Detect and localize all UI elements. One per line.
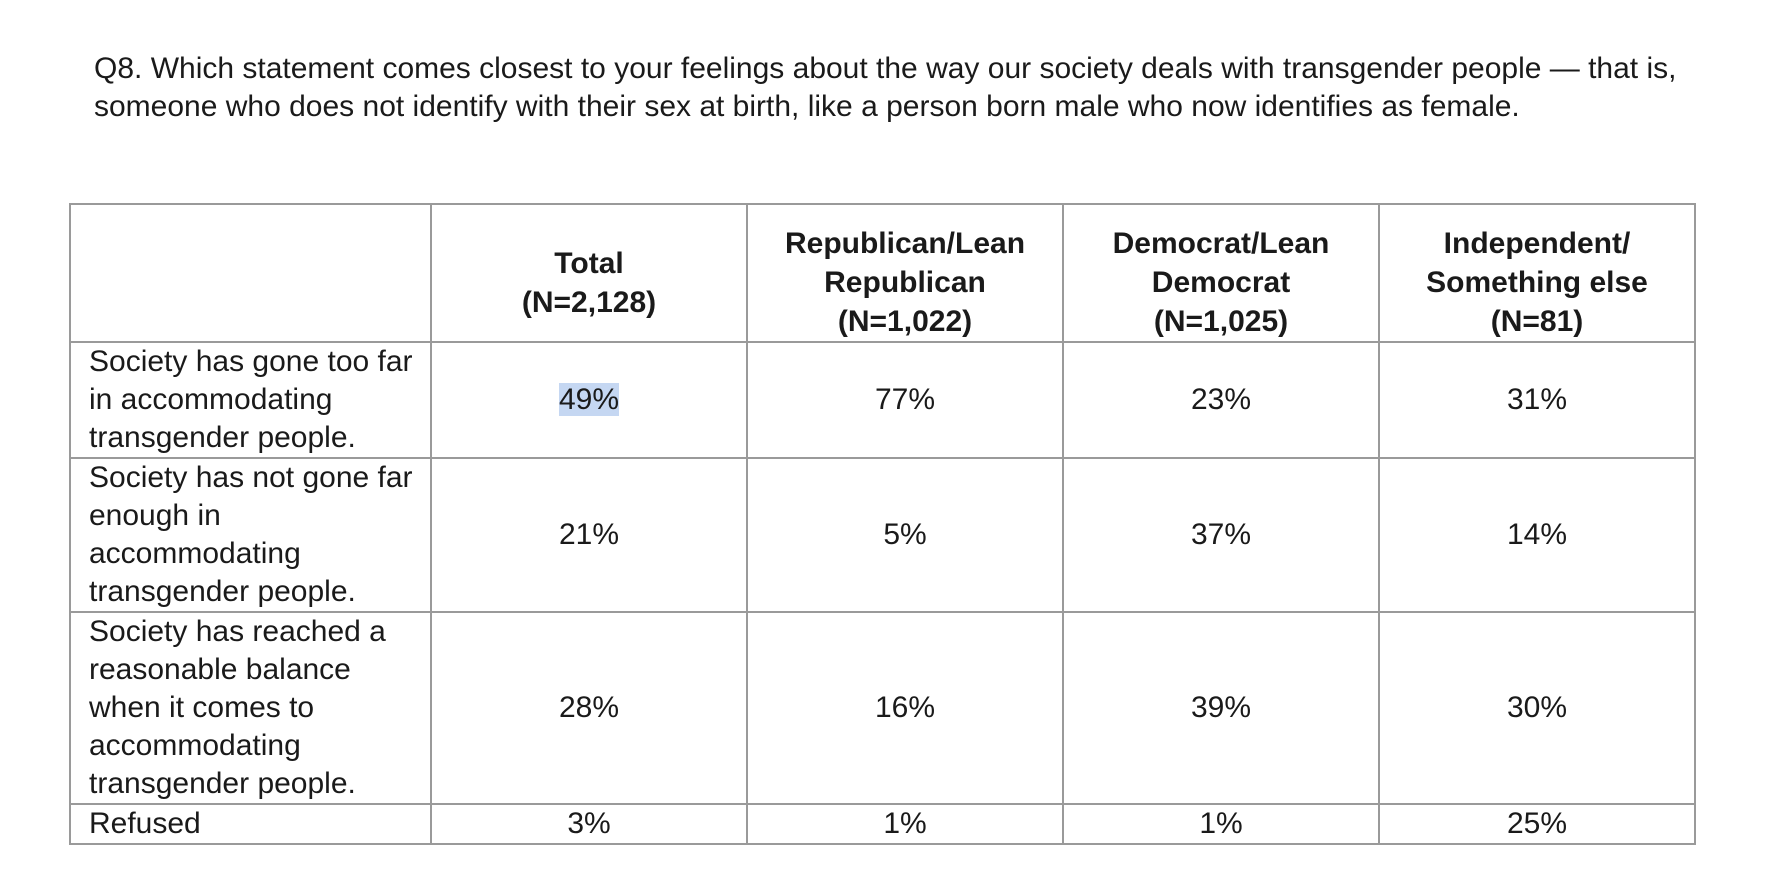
value-cell: 1% bbox=[747, 804, 1063, 844]
column-header-label: Independent/ Something else bbox=[1426, 227, 1648, 299]
table-row bbox=[70, 804, 1695, 844]
row-label: Refused bbox=[70, 804, 431, 844]
column-header-independent bbox=[1379, 204, 1695, 342]
value-cell: 14% bbox=[1379, 458, 1695, 612]
value-cell: 30% bbox=[1379, 612, 1695, 804]
value-cell: 37% bbox=[1063, 458, 1379, 612]
value-cell: 39% bbox=[1063, 612, 1379, 804]
table-row bbox=[70, 612, 1695, 804]
table-row bbox=[70, 458, 1695, 612]
column-header-label: Republican/Lean Republican bbox=[784, 227, 1026, 299]
value-cell: 31% bbox=[1379, 342, 1695, 458]
row-label: Society has gone too far in accommodating transgender people. bbox=[70, 342, 431, 458]
value-cell: 3% bbox=[431, 804, 747, 844]
column-header-label: Total bbox=[554, 247, 624, 280]
row-label: Society has not gone far enough in accommodating transgender people. bbox=[70, 458, 431, 612]
value-cell: 23% bbox=[1063, 342, 1379, 458]
column-header-republican bbox=[747, 204, 1063, 342]
header-row bbox=[70, 204, 1695, 342]
value-cell: 28% bbox=[431, 612, 747, 804]
results-table bbox=[69, 203, 1696, 845]
value-cell: 77% bbox=[747, 342, 1063, 458]
row-label: Society has reached a reasonable balance when it comes to accommodating transgender people. bbox=[70, 612, 431, 804]
column-header-democrat bbox=[1063, 204, 1379, 342]
value-cell bbox=[431, 342, 747, 458]
column-header-total bbox=[431, 204, 747, 342]
value-cell: 25% bbox=[1379, 804, 1695, 844]
column-header-n: (N=1,022) bbox=[837, 305, 973, 338]
highlighted-value[interactable]: 49% bbox=[558, 383, 620, 416]
value-cell: 16% bbox=[747, 612, 1063, 804]
column-header-n: (N=2,128) bbox=[521, 286, 657, 319]
value-cell: 1% bbox=[1063, 804, 1379, 844]
column-header-label: Democrat/Lean Democrat bbox=[1112, 227, 1330, 299]
value-cell: 5% bbox=[747, 458, 1063, 612]
question-text: Q8. Which statement comes closest to your feelings about the way our society deals with transgender people — that is, someone who does not identify with their sex at birth, like a person born male who now identifies as female. bbox=[94, 52, 1677, 123]
column-header-n: (N=1,025) bbox=[1153, 305, 1289, 338]
column-header-n: (N=81) bbox=[1490, 305, 1584, 338]
table-row bbox=[70, 342, 1695, 458]
header-corner-cell bbox=[70, 204, 431, 342]
value-cell: 21% bbox=[431, 458, 747, 612]
